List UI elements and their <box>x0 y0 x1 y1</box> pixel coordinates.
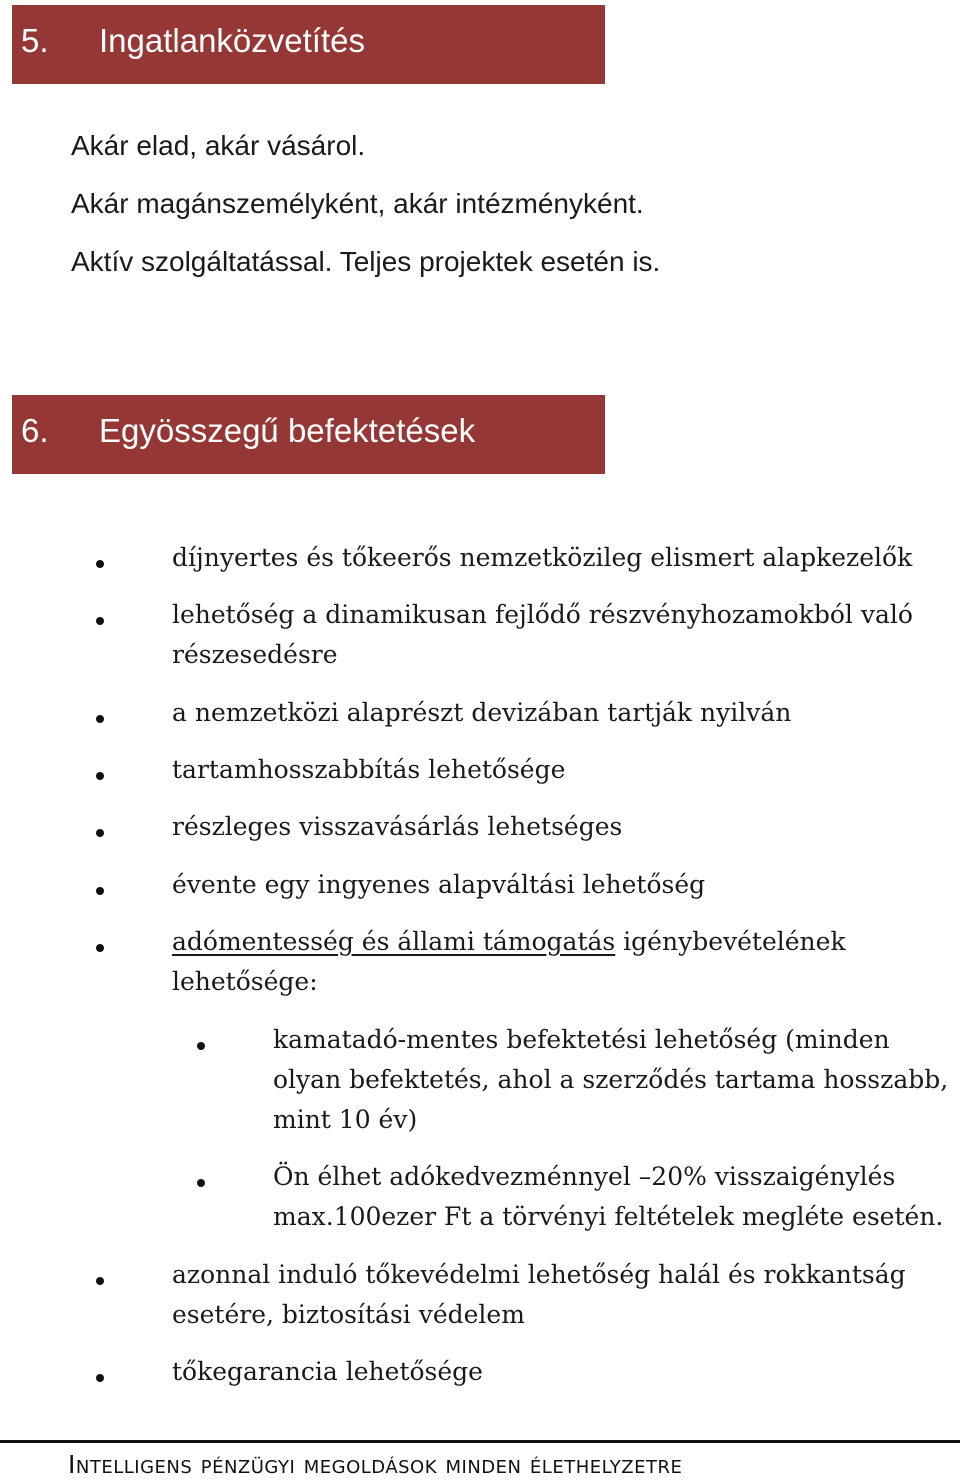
list-item-rest: igénybevételének <box>615 927 846 956</box>
section-6-number: 6. <box>21 412 49 449</box>
bullet-icon <box>96 1277 104 1285</box>
bullet-icon <box>96 829 104 837</box>
section-5-number: 5. <box>21 22 49 59</box>
list-item: a nemzetközi alaprészt devizában tartják nyilván <box>172 698 792 727</box>
bullet-icon <box>96 1374 104 1382</box>
footer-text: Intelligens pénzügyi megoldások minden élethelyzetre <box>68 1450 683 1479</box>
bullet-icon <box>197 1179 205 1187</box>
bullet-icon <box>96 617 104 625</box>
list-item: azonnal induló tőkevédelmi lehetőség halál és rokkantság <box>172 1260 906 1289</box>
intro-line: Akár magánszemélyként, akár intézményként. <box>71 188 644 219</box>
list-item: részesedésre <box>172 640 338 669</box>
bullet-icon <box>96 887 104 895</box>
section-6-header <box>12 395 605 474</box>
footer-divider <box>0 1440 960 1443</box>
list-item: díjnyertes és tőkeerős nemzetközileg elismert alapkezelők <box>172 543 913 572</box>
bullet-icon <box>96 560 104 568</box>
list-item: esetére, biztosítási védelem <box>172 1300 525 1329</box>
sub-list-item: kamatadó-mentes befektetési lehetőség (minden <box>273 1025 890 1054</box>
sub-list-item: max.100ezer Ft a törvényi feltételek megléte esetén. <box>273 1202 944 1231</box>
bullet-icon <box>96 944 104 952</box>
list-item: évente egy ingyenes alapváltási lehetőség <box>172 870 706 899</box>
list-item <box>172 922 846 962</box>
bullet-icon <box>96 772 104 780</box>
bullet-icon <box>197 1042 205 1050</box>
sub-list-item: mint 10 év) <box>273 1105 418 1134</box>
sub-list-item: Ön élhet adókedvezménnyel –20% visszaigénylés <box>273 1162 896 1191</box>
section-6-title: Egyösszegű befektetések <box>99 412 476 449</box>
list-item: tőkegarancia lehetősége <box>172 1357 483 1386</box>
sub-list-item: olyan befektetés, ahol a szerződés tartama hosszabb, <box>273 1065 949 1094</box>
intro-line: Akár elad, akár vásárol. <box>71 130 366 161</box>
intro-line: Aktív szolgáltatással. Teljes projektek esetén is. <box>71 246 661 277</box>
underlined-text: adómentesség és állami támogatás <box>172 927 616 956</box>
section-5-header <box>12 5 605 84</box>
bullet-icon <box>96 715 104 723</box>
list-item: tartamhosszabbítás lehetősége <box>172 755 566 784</box>
list-item: lehetőség a dinamikusan fejlődő részvényhozamokból való <box>172 600 913 629</box>
section-5-text <box>71 126 660 300</box>
list-item: lehetősége: <box>172 967 318 996</box>
section-5-title: Ingatlanközvetítés <box>99 22 365 59</box>
list-item: részleges visszavásárlás lehetséges <box>172 812 623 841</box>
